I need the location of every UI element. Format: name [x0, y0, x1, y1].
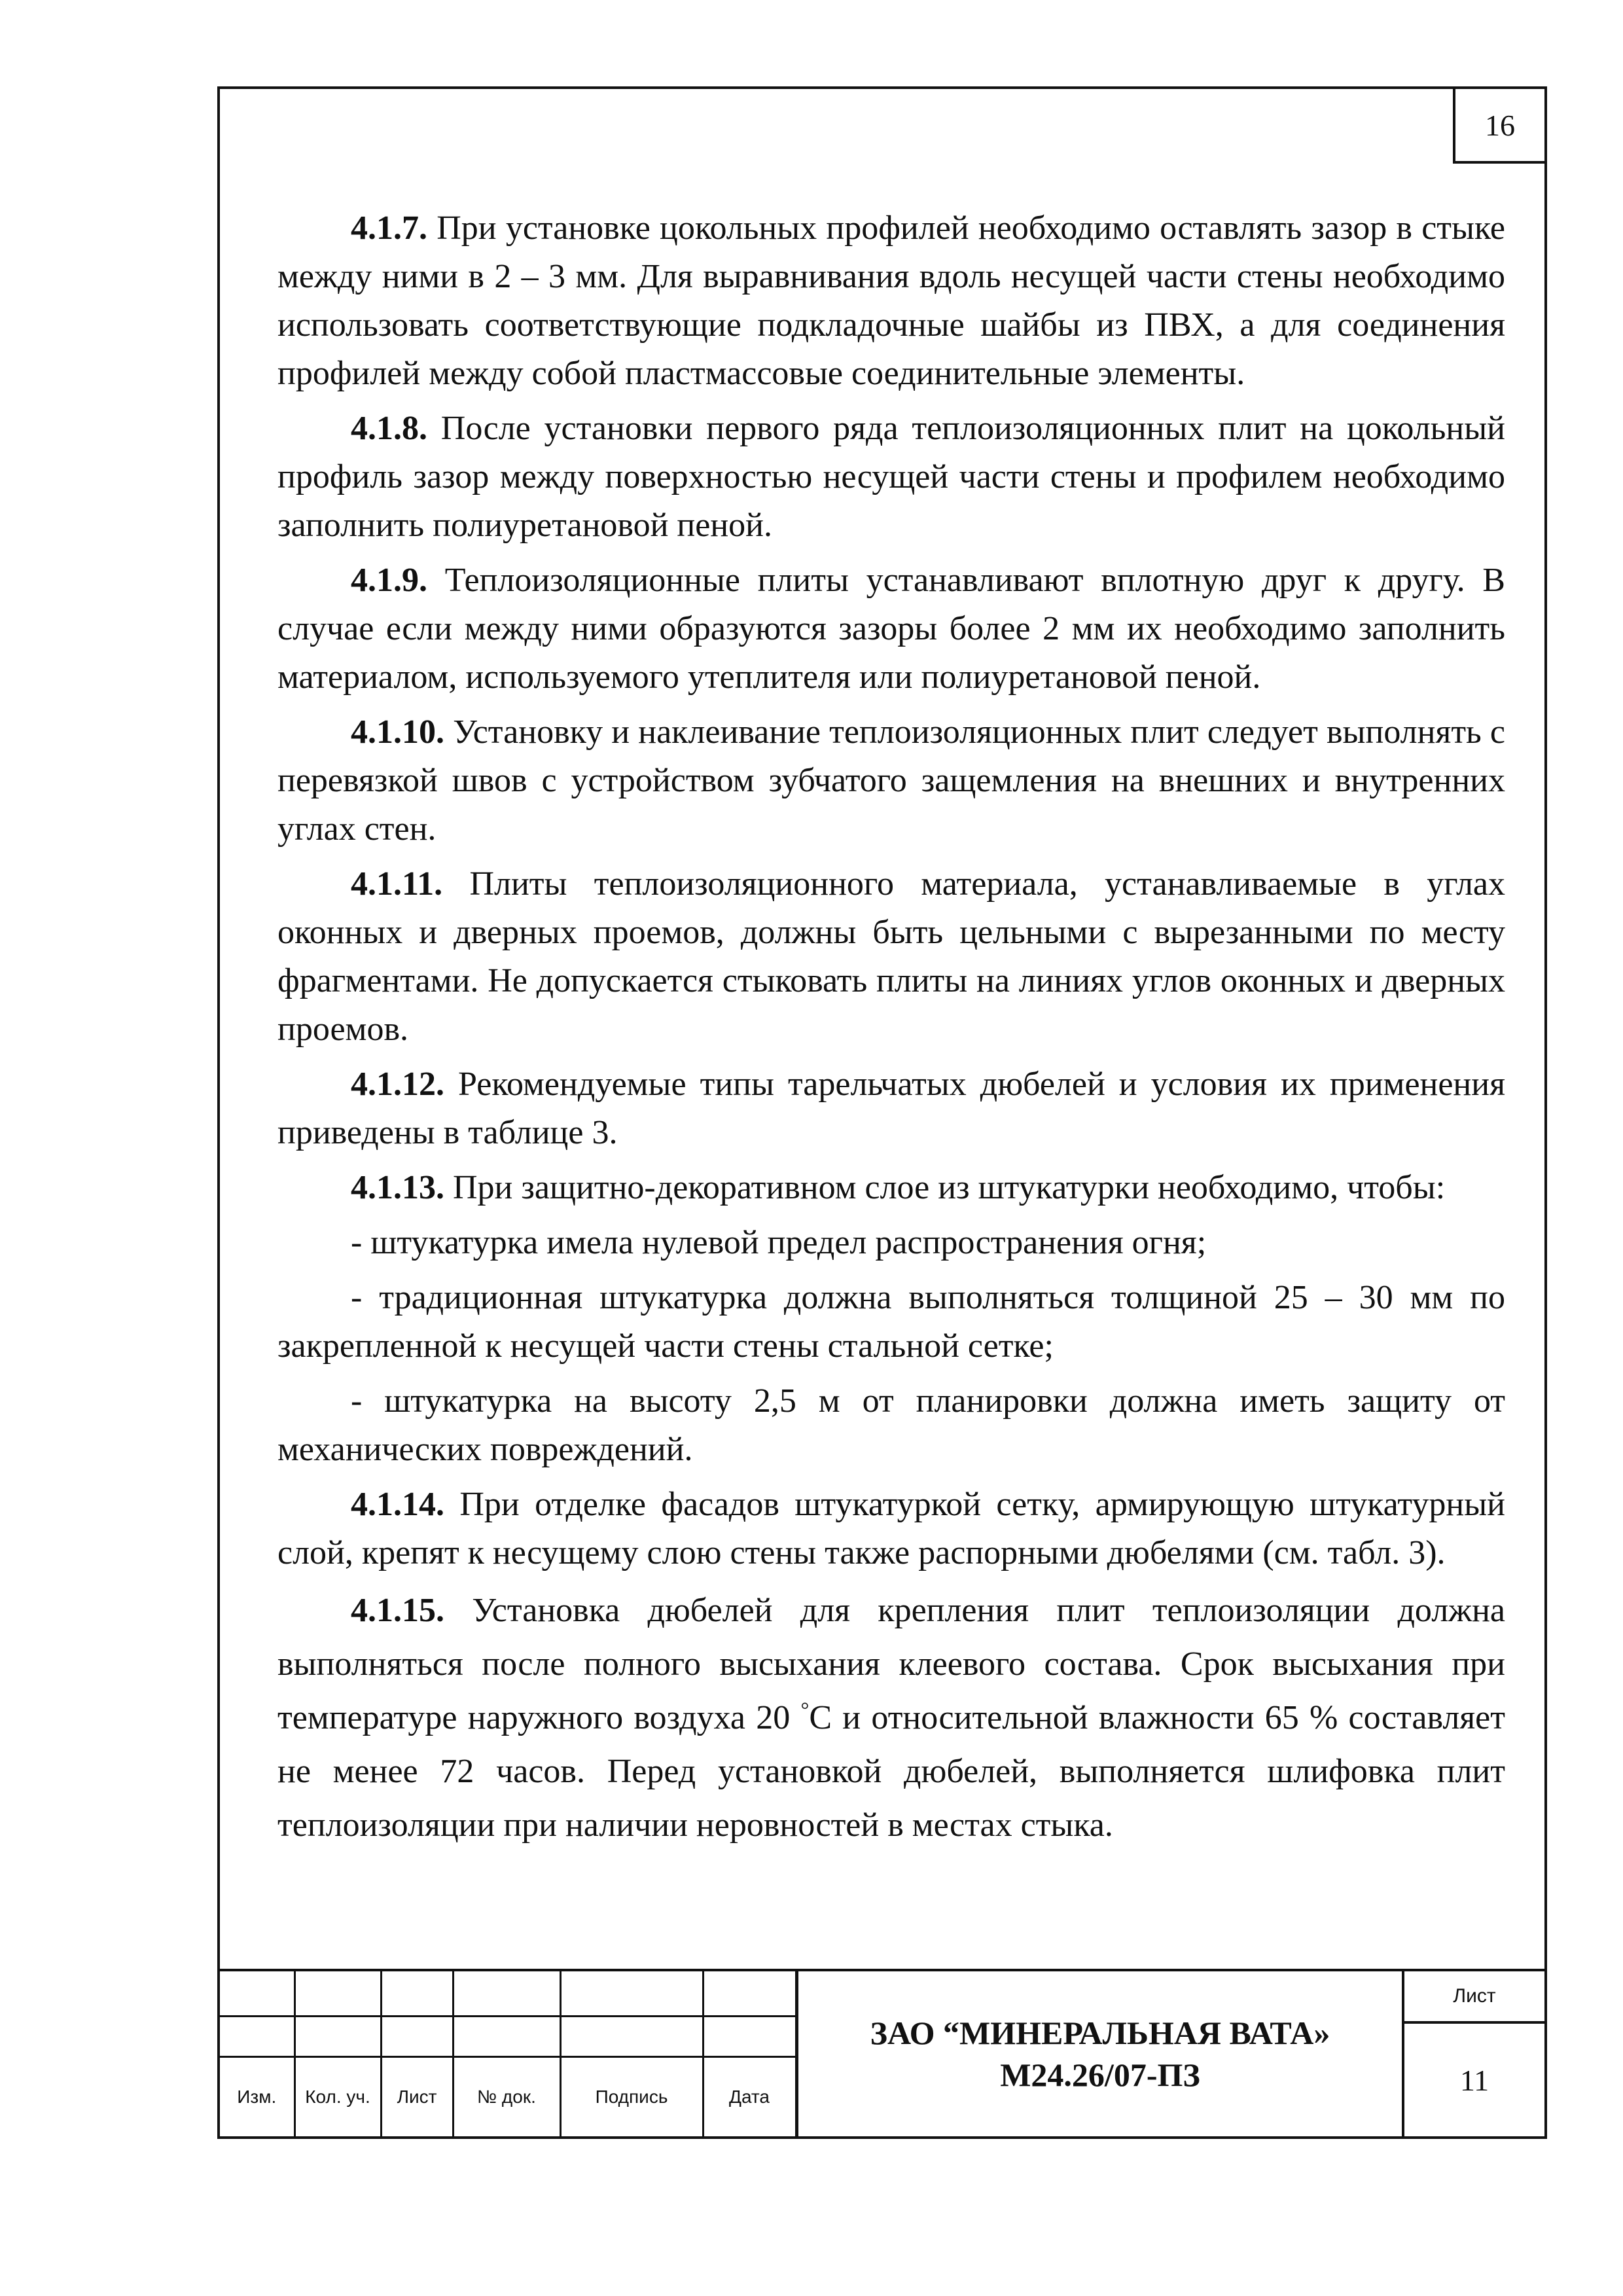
sheet-block	[1404, 1971, 1544, 2136]
document-code: М24.26/07-ПЗ	[1000, 2056, 1200, 2093]
clause-text-after: С и относительной влажности 65 % составляет не менее 72 часов. Перед установкой дюбелей, выполняется шлифовка плит теплоизоляции при наличии неровностей в местах стыка.	[277, 1699, 1505, 1844]
clause-text: При защитно-декоративном слое из штукатурки необходимо, чтобы:	[444, 1169, 1446, 1206]
clause-text: Теплоизоляционные плиты устанавливают вплотную друг к другу. В случае если между ними образуются зазоры более 2 мм их необходимо заполнить материалом, используемого утеплителя или полиуретановой пеной.	[277, 562, 1505, 696]
clause-number: 4.1.8.	[351, 410, 427, 447]
paragraph-4-1-14	[277, 1480, 1505, 1577]
clause-text: Рекомендуемые типы тарельчатых дюбелей и условия их применения приведены в таблице 3.	[277, 1066, 1505, 1151]
clause-text-before: Установка дюбелей для крепления плит теплоизоляции должна выполняться после полного высыхания клеевого состава. Срок высыхания при температуре наружного воздуха 20	[277, 1592, 1505, 1736]
sheet-number: 11	[1459, 2063, 1489, 2097]
list-item-fire	[277, 1219, 1505, 1267]
title-block	[220, 1969, 1544, 2136]
paragraph-4-1-11	[277, 860, 1505, 1054]
degree-sign: °	[800, 1697, 810, 1721]
clause-number: 4.1.14.	[351, 1486, 444, 1523]
company-block	[796, 1971, 1404, 2136]
clause-number: 4.1.15.	[351, 1592, 444, 1629]
clause-number: 4.1.13.	[351, 1169, 444, 1206]
clause-number: 4.1.10.	[351, 713, 444, 751]
list-item-text: - традиционная штукатурка должна выполняться толщиной 25 – 30 мм по закрепленной к несущей части стены стальной сетке;	[277, 1279, 1505, 1365]
paragraph-4-1-10	[277, 708, 1505, 853]
col-date: Дата	[703, 2056, 796, 2136]
col-change: Изм.	[220, 2056, 294, 2136]
list-item-text: - штукатурка на высоту 2,5 м от планировки должна иметь защиту от механических повреждений.	[277, 1382, 1505, 1468]
paragraph-4-1-8	[277, 404, 1505, 550]
clause-text: При установке цокольных профилей необходимо оставлять зазор в стыке между ними в 2 – 3 мм. Для выравнивания вдоль несущей части стены необходимо использовать соответствующие подкладочные шайбы из ПВХ, а для соединения профилей между собой пластмассовые соединительные элементы.	[277, 209, 1505, 392]
page-number-box	[1453, 89, 1544, 164]
document-body	[277, 204, 1505, 1859]
revision-table	[220, 1971, 797, 2136]
paragraph-4-1-13	[277, 1164, 1505, 1212]
clause-number: 4.1.12.	[351, 1066, 444, 1103]
list-item-thickness	[277, 1274, 1505, 1371]
clause-number: 4.1.9.	[351, 562, 427, 599]
sheet-label: Лист	[1404, 1971, 1544, 2024]
col-signature: Подпись	[560, 2056, 703, 2136]
list-item-text: - штукатурка имела нулевой предел распространения огня;	[351, 1224, 1207, 1261]
list-item-protection	[277, 1377, 1505, 1474]
clause-number: 4.1.11.	[351, 865, 443, 903]
col-doc-number: № док.	[453, 2056, 560, 2136]
paragraph-4-1-7	[277, 204, 1505, 398]
clause-text: Плиты теплоизоляционного материала, устанавливаемые в углах оконных и дверных проемов, должны быть цельными с вырезанными по месту фрагментами. Не допускается стыковать плиты на линиях углов оконных и дверных проемов.	[277, 865, 1505, 1048]
paragraph-4-1-15	[277, 1584, 1505, 1852]
page-number: 16	[1485, 108, 1515, 142]
clause-number: 4.1.7.	[351, 209, 427, 247]
clause-text: При отделке фасадов штукатуркой сетку, армирующую штукатурный слой, крепят к несущему слою стены также распорными дюбелями (см. табл. 3).	[277, 1486, 1505, 1571]
company-name: ЗАО “МИНЕРАЛЬНАЯ ВАТА»	[870, 2015, 1330, 2051]
col-sheet: Лист	[381, 2056, 453, 2136]
clause-text: После установки первого ряда теплоизоляционных плит на цокольный профиль зазор между поверхностью несущей части стены и профилем необходимо заполнить полиуретановой пеной.	[277, 410, 1505, 544]
clause-text: Установку и наклеивание теплоизоляционных плит следует выполнять с перевязкой швов с устройством зубчатого защемления на внешних и внутренних углах стен.	[277, 713, 1505, 848]
paragraph-4-1-9	[277, 556, 1505, 702]
drawing-frame	[217, 86, 1547, 2139]
col-count: Кол. уч.	[294, 2056, 381, 2136]
paragraph-4-1-12	[277, 1060, 1505, 1157]
